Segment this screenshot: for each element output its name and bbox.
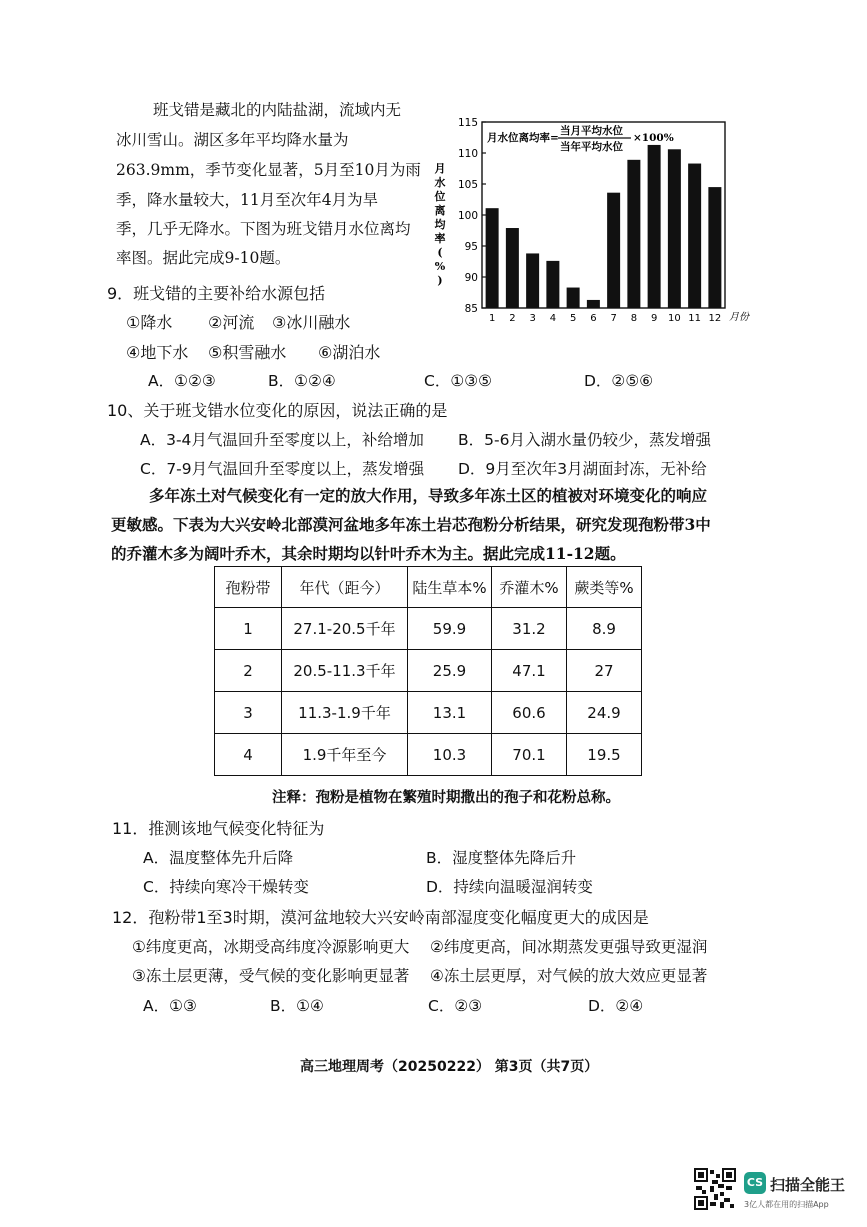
y-axis-label-char: 率 (434, 232, 446, 245)
q12-option-a[interactable]: A．①③ (143, 997, 197, 1015)
table-header-row (215, 567, 642, 608)
camscanner-tagline: 3亿人都在用的扫描App (744, 1200, 829, 1209)
table-header: 乔灌木% (492, 567, 567, 608)
intro-line-6: 率图。据此完成9-10题。 (116, 249, 291, 267)
y-axis-label-char: ) (437, 274, 443, 287)
chart-x-axis-label: 月份 (729, 312, 749, 323)
q11-option-b[interactable]: B．湿度整体先降后升 (426, 849, 577, 867)
q12-item-2: ②纬度更高，间冰期蒸发更强导致更湿润 (430, 938, 708, 956)
formula-suffix: ×100% (633, 132, 674, 144)
x-tick-label: 12 (708, 313, 722, 324)
table-cell: 27 (567, 650, 642, 692)
x-tick-label: 6 (590, 313, 597, 324)
table-cell: 70.1 (492, 734, 567, 776)
bar (486, 208, 499, 308)
table-header: 蕨类等% (567, 567, 642, 608)
table-cell: 20.5-11.3千年 (282, 650, 408, 692)
q9-item-4: ④地下水 (126, 343, 189, 362)
bar (526, 253, 539, 308)
table-header: 孢粉带 (215, 567, 282, 608)
intro-line-3: 263.9mm，季节变化显著，5月至10月为雨 (116, 161, 421, 179)
table-row (215, 608, 642, 650)
q9-option-a[interactable]: A．①②③ (148, 372, 216, 390)
bar (648, 145, 661, 308)
x-tick-label: 4 (549, 313, 557, 324)
bar (607, 193, 620, 308)
x-tick-label: 11 (688, 313, 701, 324)
table-row (215, 692, 642, 734)
q10-option-c[interactable]: C．7-9月气温回升至零度以上，蒸发增强 (140, 460, 425, 478)
bar (587, 300, 600, 308)
table-cell: 1 (215, 608, 282, 650)
table-cell: 3 (215, 692, 282, 734)
bar (688, 164, 701, 308)
y-tick-label: 85 (464, 303, 478, 315)
x-tick-label: 8 (630, 313, 638, 324)
q9-item-1: ①降水 (126, 313, 173, 332)
q9-item-2: ②河流 (208, 313, 255, 332)
table-cell: 24.9 (567, 692, 642, 734)
q10-option-b[interactable]: B．5-6月入湖水量仍较少，蒸发增强 (458, 431, 711, 449)
formula-numerator: 当月平均水位 (560, 125, 623, 137)
q11-option-c[interactable]: C．持续向寒冷干燥转变 (143, 878, 309, 896)
table-header: 陆生草本% (408, 567, 492, 608)
q10-option-a[interactable]: A．3-4月气温回升至零度以上，补给增加 (140, 431, 424, 449)
intro-line-2: 冰川雪山。湖区多年平均降水量为 (116, 131, 349, 149)
table-cell: 59.9 (408, 608, 492, 650)
table-cell: 10.3 (408, 734, 492, 776)
table-cell: 25.9 (408, 650, 492, 692)
chart-bars (486, 145, 722, 308)
table-row (215, 734, 642, 776)
camscanner-logo-icon: CS (744, 1172, 766, 1194)
table-cell: 27.1-20.5千年 (282, 608, 408, 650)
intro-line-1: 班戈错是藏北的内陆盐湖，流域内无 (153, 101, 402, 119)
table-cell: 2 (215, 650, 282, 692)
x-tick-label: 9 (650, 313, 658, 324)
table-cell: 60.6 (492, 692, 567, 734)
q11-stem: 11．推测该地气候变化特征为 (112, 819, 325, 838)
y-tick-label: 115 (457, 117, 478, 129)
y-tick-label: 110 (457, 148, 478, 160)
passage2-line-1: 多年冻土对气候变化有一定的放大作用，导致多年冻土区的植被对环境变化的响应 (149, 486, 708, 505)
bar (546, 261, 559, 308)
x-tick-label: 10 (668, 313, 681, 324)
formula-lhs: 月水位离均率= (487, 132, 559, 144)
table-cell: 8.9 (567, 608, 642, 650)
y-axis-label-char: % (434, 260, 446, 273)
table-cell: 4 (215, 734, 282, 776)
q9-stem: 9．班戈错的主要补给水源包括 (107, 284, 326, 303)
table-cell: 19.5 (567, 734, 642, 776)
q11-option-a[interactable]: A．温度整体先升后降 (143, 849, 294, 867)
table-cell: 1.9千年至今 (282, 734, 408, 776)
chart-y-axis-label (434, 162, 447, 287)
intro-line-4: 季，降水量较大，11月至次年4月为旱 (116, 191, 379, 209)
bar (506, 228, 519, 308)
table-cell: 11.3-1.9千年 (282, 692, 408, 734)
x-tick-label: 1 (488, 313, 496, 324)
q9-option-b[interactable]: B．①②④ (268, 372, 336, 390)
q9-item-3: ③冰川融水 (272, 313, 351, 332)
table-cell: 13.1 (408, 692, 492, 734)
q12-option-b[interactable]: B．①④ (270, 997, 324, 1015)
y-tick-label: 90 (464, 272, 478, 284)
passage2-line-2: 更敏感。下表为大兴安岭北部漠河盆地多年冻土岩芯孢粉分析结果，研究发现孢粉带3中 (111, 515, 711, 534)
formula-denominator: 当年平均水位 (560, 141, 623, 153)
bar (708, 187, 721, 308)
table-row (215, 650, 642, 692)
table-cell: 31.2 (492, 608, 567, 650)
bar (567, 288, 580, 308)
y-axis-label-char: 月 (434, 162, 446, 175)
q10-option-d[interactable]: D．9月至次年3月湖面封冻，无补给 (458, 460, 707, 478)
qr-code-icon (694, 1168, 736, 1210)
q12-stem: 12．孢粉带1至3时期，漠河盆地较大兴安岭南部湿度变化幅度更大的成因是 (112, 908, 649, 927)
y-axis-label-char: 离 (434, 204, 446, 217)
y-axis-label-char: 均 (434, 218, 446, 231)
x-tick-label: 5 (569, 313, 577, 324)
y-axis-label-char: ( (437, 246, 443, 259)
q12-item-3: ③冻土层更薄，受气候的变化影响更显著 (132, 967, 410, 985)
chart-x-ticks (489, 313, 721, 324)
q9-option-d[interactable]: D．②⑤⑥ (584, 372, 654, 390)
x-tick-label: 7 (610, 313, 617, 324)
y-axis-label-char: 位 (434, 190, 446, 203)
y-tick-label: 100 (457, 210, 478, 222)
y-axis-label-char: 水 (434, 176, 446, 189)
y-tick-label: 95 (464, 241, 478, 253)
bar (668, 149, 681, 308)
q11-option-d[interactable]: D．持续向温暖湿润转变 (426, 878, 593, 896)
bar (627, 160, 640, 308)
table-cell: 47.1 (492, 650, 567, 692)
passage2-line-3: 的乔灌木多为阔叶乔木，其余时期均以针叶乔木为主。据此完成11-12题。 (111, 544, 626, 563)
x-tick-label: 2 (509, 313, 516, 324)
x-tick-label: 3 (529, 313, 536, 324)
intro-line-5: 季，几乎无降水。下图为班戈错月水位离均 (116, 220, 411, 238)
q9-item-6: ⑥湖泊水 (318, 343, 381, 362)
table-header: 年代（距今） (282, 567, 408, 608)
y-tick-label: 105 (457, 179, 478, 191)
q12-item-4: ④冻土层更厚，对气候的放大效应更显著 (430, 967, 708, 985)
camscanner-brand: 扫描全能王 (770, 1176, 846, 1194)
q9-option-c[interactable]: C．①③⑤ (424, 372, 493, 390)
pollen-table (214, 566, 642, 776)
page-footer: 高三地理周考（20250222） 第3页（共7页） (300, 1059, 599, 1075)
water-level-chart (430, 110, 770, 330)
q12-option-c[interactable]: C．②③ (428, 997, 483, 1015)
q9-item-5: ⑤积雪融水 (208, 343, 287, 362)
table-note: 注释：孢粉是植物在繁殖时期撒出的孢子和花粉总称。 (272, 789, 620, 806)
q12-item-1: ①纬度更高，冰期受高纬度冷源影响更大 (132, 938, 410, 956)
q10-stem: 10、关于班戈错水位变化的原因，说法正确的是 (107, 401, 448, 420)
q12-option-d[interactable]: D．②④ (588, 997, 644, 1015)
